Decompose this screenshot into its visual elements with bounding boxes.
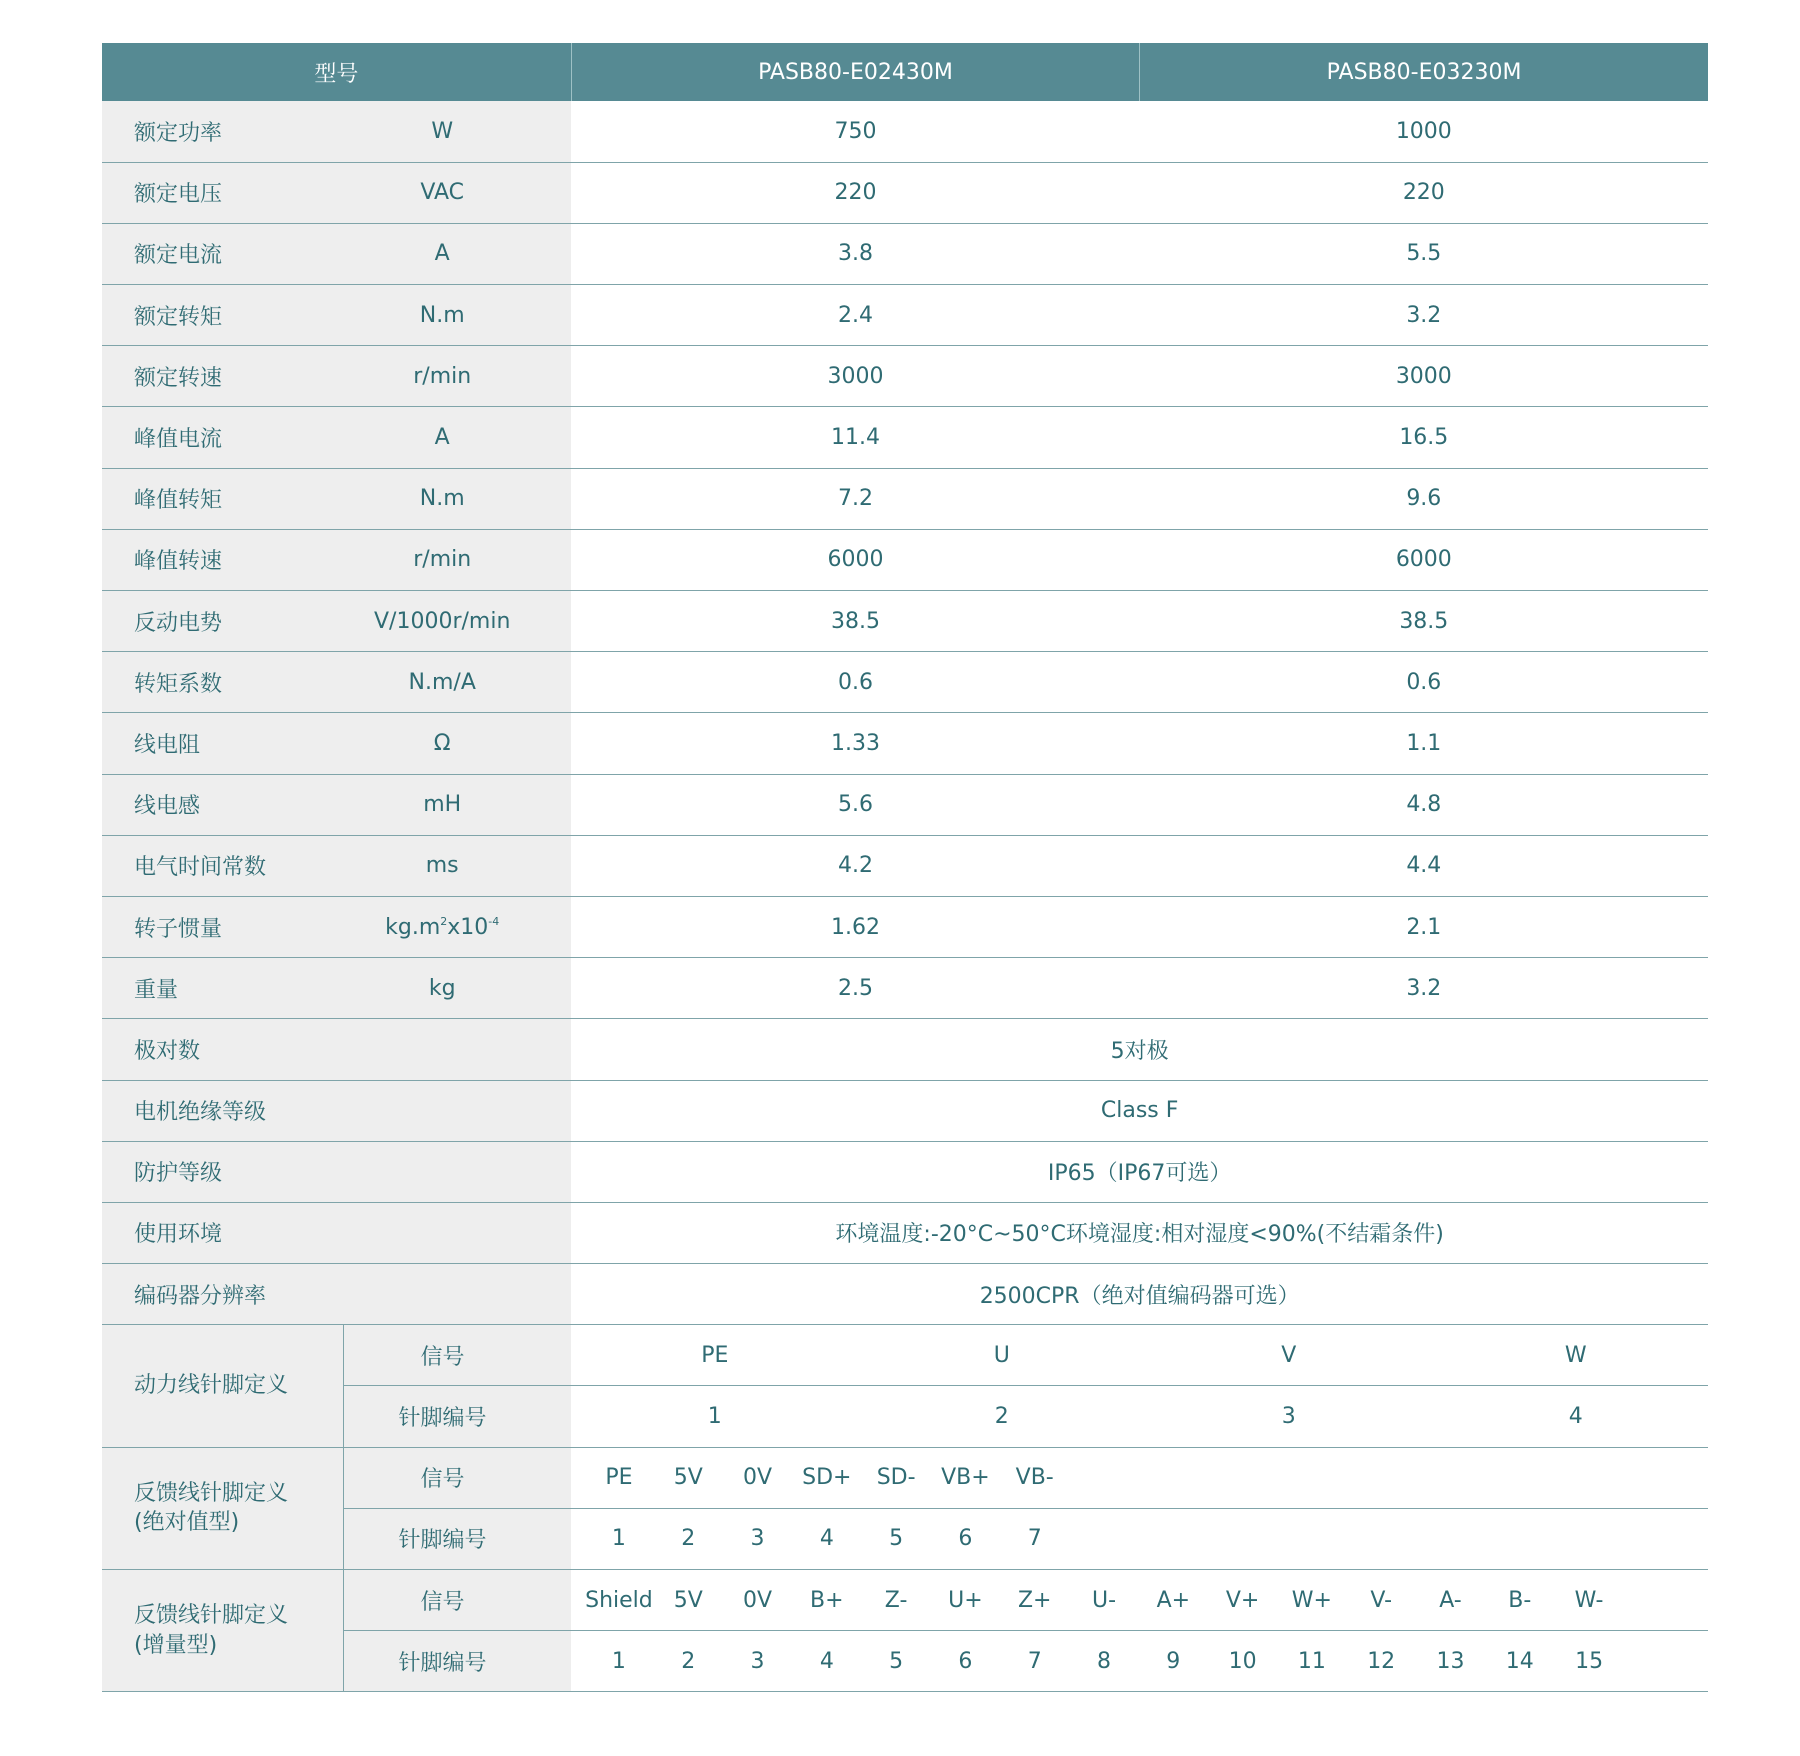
spec-row [102, 713, 1708, 774]
pin-cell: 1 [611, 1648, 626, 1674]
pin-cell: 14 [1505, 1648, 1534, 1674]
spec-row [102, 468, 1708, 529]
value-model-1: 2.4 [571, 285, 1139, 346]
value-model-1: 38.5 [571, 591, 1139, 652]
signal-cell: VB+ [941, 1465, 990, 1491]
signal-cell: V- [1370, 1587, 1393, 1613]
pin-grid [571, 1649, 1708, 1674]
param-unit [343, 896, 571, 957]
signal-cell: Z+ [1017, 1587, 1052, 1613]
pin-section-subtitle: (增量型) [134, 1632, 218, 1658]
pin-grid [571, 1526, 1708, 1551]
model-1: PASB80-E02430M [571, 43, 1139, 101]
signal-cell: V+ [1225, 1587, 1260, 1613]
value-model-2: 3.2 [1140, 285, 1708, 346]
value-model-2: 4.4 [1140, 835, 1708, 896]
signal-cell: 0V [743, 1465, 773, 1491]
pin-grid [571, 1404, 1708, 1429]
shared-row [102, 1202, 1708, 1263]
pin-cell: 7 [1027, 1648, 1042, 1674]
signal-cell: 0V [743, 1587, 773, 1613]
pin-cell: 8 [1097, 1648, 1111, 1674]
param-name: 重量 [102, 958, 343, 1019]
param-unit: N.m [343, 285, 571, 346]
value-model-2: 38.5 [1140, 591, 1708, 652]
param-unit: Ω [343, 713, 571, 774]
value-model-1: 4.2 [571, 835, 1139, 896]
param-unit: VAC [343, 162, 571, 223]
pin-signal-row [102, 1447, 1708, 1508]
spec-row [102, 835, 1708, 896]
pin-number-row [102, 1386, 1708, 1447]
shared-value: Class F [571, 1080, 1708, 1141]
value-model-2: 4.8 [1140, 774, 1708, 835]
pin-cell: 2 [994, 1404, 1009, 1430]
value-model-1: 1.33 [571, 713, 1139, 774]
signal-cell: SD- [876, 1465, 916, 1491]
pin-cell: 2 [681, 1526, 696, 1552]
signal-cell: 5V [673, 1465, 703, 1491]
pin-cell: 9 [1166, 1648, 1181, 1674]
signal-grid [571, 1588, 1708, 1613]
pin-section-name [102, 1570, 343, 1692]
signal-cell: U [993, 1342, 1010, 1368]
pin-cells [571, 1386, 1708, 1447]
pin-section-title: 反馈线针脚定义 [134, 1480, 289, 1506]
param-unit: N.m/A [343, 652, 571, 713]
pin-cell: 3 [750, 1526, 765, 1552]
value-model-2: 9.6 [1140, 468, 1708, 529]
param-name: 额定电压 [102, 162, 343, 223]
param-unit: r/min [343, 346, 571, 407]
value-model-2: 5.5 [1140, 223, 1708, 284]
param-unit: A [343, 407, 571, 468]
signal-cells [571, 1447, 1708, 1508]
param-unit: W [343, 101, 571, 162]
param-name: 防护等级 [102, 1141, 571, 1202]
pin-signal-row [102, 1325, 1708, 1386]
shared-value: 环境温度:-20°C~50°C环境湿度:相对湿度<90%(不结霜条件) [571, 1202, 1708, 1263]
value-model-1: 3.8 [571, 223, 1139, 284]
pin-cell: 4 [819, 1526, 834, 1552]
value-model-2: 0.6 [1140, 652, 1708, 713]
spec-row [102, 285, 1708, 346]
header-row [102, 43, 1708, 101]
pin-cell: 3 [750, 1648, 765, 1674]
signal-cell: W [1564, 1342, 1587, 1368]
pin-signal-row [102, 1570, 1708, 1631]
param-unit: kg [343, 958, 571, 1019]
value-model-1: 11.4 [571, 407, 1139, 468]
pin-section-title: 反馈线针脚定义 [134, 1603, 289, 1628]
signal-cell: B+ [810, 1587, 844, 1613]
shared-value: 5对极 [571, 1019, 1708, 1080]
value-model-2: 3.2 [1140, 958, 1708, 1019]
value-model-2: 2.1 [1140, 896, 1708, 957]
unit-mid: x10 [447, 914, 489, 940]
value-model-1: 0.6 [571, 652, 1139, 713]
value-model-2: 3000 [1140, 346, 1708, 407]
spec-row [102, 162, 1708, 223]
pin-label: 针脚编号 [343, 1386, 571, 1447]
pin-cell: 7 [1027, 1526, 1042, 1552]
pin-cell: 3 [1281, 1404, 1296, 1430]
param-name: 峰值转速 [102, 529, 343, 590]
signal-cells [571, 1570, 1708, 1631]
spec-table [102, 43, 1708, 1692]
param-unit: N.m [343, 468, 571, 529]
pin-cell: 12 [1367, 1648, 1396, 1674]
pin-section-name [102, 1325, 343, 1447]
unit-sup: -4 [488, 914, 500, 928]
value-model-1: 220 [571, 162, 1139, 223]
pin-cell: 1 [611, 1526, 626, 1552]
param-name: 额定功率 [102, 101, 343, 162]
unit-sup: 2 [440, 914, 448, 928]
spec-row [102, 958, 1708, 1019]
param-unit: V/1000r/min [343, 591, 571, 652]
signal-cell: PE [701, 1342, 729, 1368]
param-name: 转矩系数 [102, 652, 343, 713]
param-name: 电机绝缘等级 [102, 1080, 571, 1141]
signal-cell: 5V [673, 1587, 703, 1613]
value-model-1: 1.62 [571, 896, 1139, 957]
value-model-1: 5.6 [571, 774, 1139, 835]
shared-row [102, 1019, 1708, 1080]
pin-number-row [102, 1631, 1708, 1692]
param-name: 反动电势 [102, 591, 343, 652]
param-name: 使用环境 [102, 1202, 571, 1263]
pin-number-row [102, 1508, 1708, 1569]
signal-cell: A- [1439, 1587, 1462, 1613]
model-2: PASB80-E03230M [1140, 43, 1708, 101]
param-name: 极对数 [102, 1019, 571, 1080]
value-model-1: 2.5 [571, 958, 1139, 1019]
signal-cell: PE [605, 1465, 633, 1491]
signal-cell: Shield [585, 1587, 653, 1613]
param-unit: mH [343, 774, 571, 835]
value-model-2: 1.1 [1140, 713, 1708, 774]
spec-row [102, 774, 1708, 835]
signal-cell: Z- [884, 1587, 908, 1613]
param-name: 峰值电流 [102, 407, 343, 468]
param-name: 转子惯量 [102, 896, 343, 957]
spec-row [102, 896, 1708, 957]
pin-label: 针脚编号 [343, 1508, 571, 1569]
shared-row [102, 1080, 1708, 1141]
signal-cell: U+ [948, 1587, 983, 1613]
signal-grid [571, 1343, 1708, 1368]
pin-section-title: 动力线针脚定义 [134, 1373, 289, 1399]
param-name: 峰值转矩 [102, 468, 343, 529]
pin-section-name [102, 1447, 343, 1569]
pin-cell: 13 [1436, 1648, 1465, 1674]
pin-cell: 4 [819, 1648, 834, 1674]
param-name: 电气时间常数 [102, 835, 343, 896]
signal-cell: U- [1091, 1587, 1117, 1613]
pin-cell: 6 [958, 1526, 973, 1552]
param-name: 编码器分辨率 [102, 1264, 571, 1325]
param-unit: ms [343, 835, 571, 896]
param-name: 额定电流 [102, 223, 343, 284]
pin-cell: 4 [1568, 1404, 1583, 1430]
pin-cells [571, 1631, 1708, 1692]
param-name: 额定转速 [102, 346, 343, 407]
signal-cells [571, 1325, 1708, 1386]
model-label: 型号 [102, 43, 571, 101]
signal-cell: B- [1508, 1587, 1532, 1613]
spec-row [102, 529, 1708, 590]
value-model-1: 3000 [571, 346, 1139, 407]
pin-cell: 2 [681, 1648, 696, 1674]
unit-base: kg.m [385, 914, 441, 940]
pin-cell: 6 [958, 1648, 973, 1674]
signal-cell: W+ [1291, 1587, 1332, 1613]
value-model-1: 6000 [571, 529, 1139, 590]
value-model-2: 1000 [1140, 101, 1708, 162]
signal-label: 信号 [343, 1570, 571, 1631]
signal-cell: SD+ [802, 1465, 852, 1491]
pin-cell: 15 [1575, 1648, 1604, 1674]
pin-cell: 5 [889, 1648, 904, 1674]
spec-row [102, 101, 1708, 162]
value-model-1: 750 [571, 101, 1139, 162]
spec-row [102, 223, 1708, 284]
signal-cell: V [1281, 1342, 1297, 1368]
spec-row [102, 652, 1708, 713]
param-name: 额定转矩 [102, 285, 343, 346]
value-model-2: 16.5 [1140, 407, 1708, 468]
signal-label: 信号 [343, 1325, 571, 1386]
pin-label: 针脚编号 [343, 1631, 571, 1692]
spec-row [102, 346, 1708, 407]
param-unit: A [343, 223, 571, 284]
param-name: 线电阻 [102, 713, 343, 774]
pin-cell: 1 [707, 1404, 722, 1430]
signal-grid [571, 1465, 1708, 1490]
shared-value: 2500CPR（绝对值编码器可选） [571, 1264, 1708, 1325]
spec-row [102, 591, 1708, 652]
shared-row [102, 1141, 1708, 1202]
value-model-1: 7.2 [571, 468, 1139, 529]
param-name: 线电感 [102, 774, 343, 835]
signal-cell: VB- [1015, 1465, 1054, 1491]
shared-value: IP65（IP67可选） [571, 1141, 1708, 1202]
pin-cell: 11 [1297, 1648, 1326, 1674]
signal-label: 信号 [343, 1447, 571, 1508]
signal-cell: W- [1574, 1587, 1604, 1613]
spec-row [102, 407, 1708, 468]
pin-section-subtitle: (绝对值型) [134, 1510, 240, 1536]
param-unit: r/min [343, 529, 571, 590]
signal-cell: A+ [1156, 1587, 1191, 1613]
value-model-2: 6000 [1140, 529, 1708, 590]
pin-cell: 10 [1228, 1648, 1257, 1674]
pin-cell: 5 [889, 1526, 904, 1552]
shared-row [102, 1264, 1708, 1325]
value-model-2: 220 [1140, 162, 1708, 223]
pin-cells [571, 1508, 1708, 1569]
